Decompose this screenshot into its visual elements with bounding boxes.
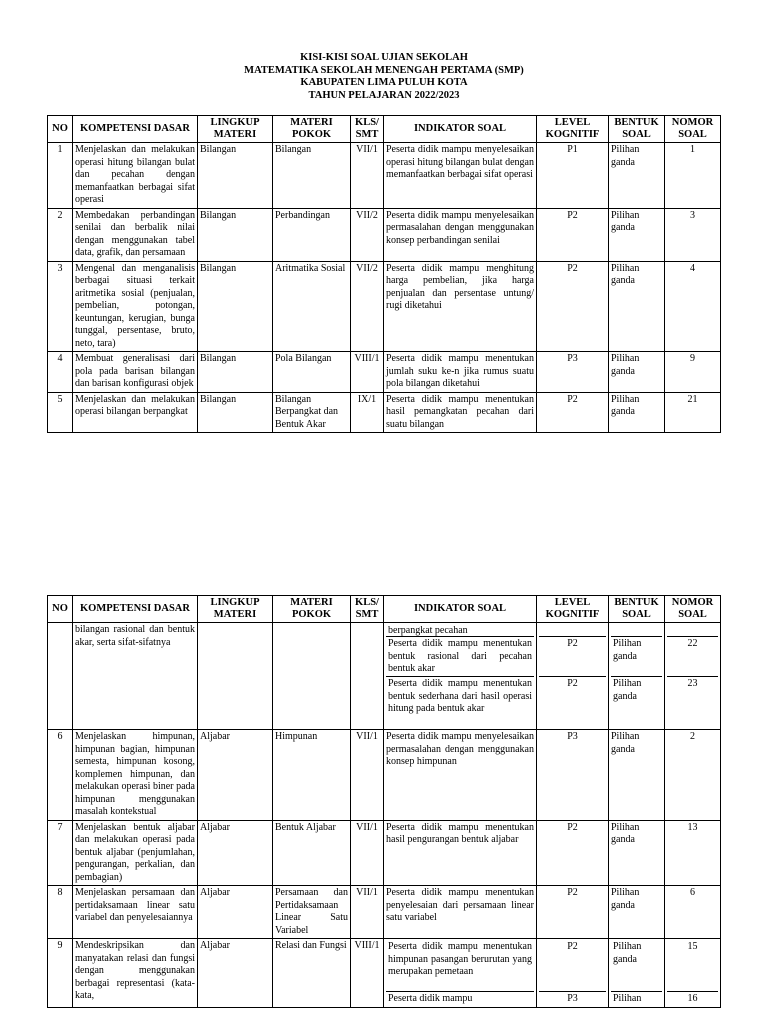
sub-level: P2 bbox=[539, 636, 606, 676]
cell-level-kognitif: P2 bbox=[537, 886, 609, 939]
sub-bentuk: Pilihan ganda bbox=[611, 676, 662, 728]
cell-kompetensi-dasar: Menjelaskan dan melakukan operasi bilangan berpangkat bbox=[73, 392, 198, 433]
cell-kls-smt: VII/1 bbox=[351, 820, 384, 886]
cell-bentuk-soal: Pilihan ganda bbox=[609, 730, 665, 821]
cell-kompetensi-dasar: Mengenal dan menganalisis berbagai situasi terkait aritmetika sosial (penjualan, pembelian, potongan, keuntungan, kerugian, bunga tunggal, persentase, bruto, neto, tara) bbox=[73, 261, 198, 352]
sub-level: P2 bbox=[539, 676, 606, 728]
cell-bentuk-soal: Pilihan ganda bbox=[609, 261, 665, 352]
cell-level-kognitif: P3 bbox=[537, 352, 609, 393]
sub-nomor: 16 bbox=[667, 991, 718, 1006]
header-bentuk-soal: BENTUK SOAL bbox=[609, 116, 665, 143]
sub-level bbox=[539, 624, 606, 636]
header-nomor-soal: NOMOR SOAL bbox=[665, 596, 721, 623]
table-row-continued bbox=[48, 623, 721, 730]
cell-kompetensi-dasar: Menjelaskan himpunan, himpunan bagian, himpunan semesta, himpunan kosong, komplemen himpunan, dan melakukan operasi biner pada himpunan menggunakan masalah kontekstual bbox=[73, 730, 198, 821]
cell-no bbox=[48, 623, 73, 730]
sub-bentuk bbox=[611, 624, 662, 636]
sub-level: P3 bbox=[539, 991, 606, 1006]
sub-nomor bbox=[667, 624, 718, 636]
cell-lingkup-materi: Aljabar bbox=[198, 886, 273, 939]
cell-bentuk-soal: Pilihan ganda bbox=[609, 820, 665, 886]
cell-indikator-soal: Peserta didik mampu menentukan hasil pengurangan bentuk aljabar bbox=[384, 820, 537, 886]
table-row bbox=[48, 730, 721, 821]
cell-indikator-soal: Peserta didik mampu menyelesaikan operasi hitung bilangan bulat dengan memanfaatkan berbagai sifat operasi bbox=[384, 143, 537, 209]
cell-kls-smt bbox=[351, 623, 384, 730]
cell-nomor-soal: 2 bbox=[665, 730, 721, 821]
header-indikator-soal: INDIKATOR SOAL bbox=[384, 596, 537, 623]
cell-level-kognitif: P2 bbox=[537, 392, 609, 433]
cell-nomor-soal: 21 bbox=[665, 392, 721, 433]
cell-nomor-soal: 3 bbox=[665, 208, 721, 261]
cell-indikator-soal bbox=[384, 939, 537, 1008]
cell-nomor-soal bbox=[665, 623, 721, 730]
cell-kls-smt: VII/1 bbox=[351, 730, 384, 821]
cell-nomor-soal: 1 bbox=[665, 143, 721, 209]
cell-lingkup-materi bbox=[198, 623, 273, 730]
cell-nomor-soal: 9 bbox=[665, 352, 721, 393]
kisi-kisi-table-page-2 bbox=[47, 595, 721, 1008]
header-no: NO bbox=[48, 596, 73, 623]
header-level-kognitif: LEVEL KOGNITIF bbox=[537, 116, 609, 143]
cell-kls-smt: VII/1 bbox=[351, 143, 384, 209]
sub-bentuk: Pilihan ganda bbox=[613, 941, 642, 965]
sub-indikator: Peserta didik mampu menentukan bentuk rasional dari pecahan bentuk akar bbox=[388, 638, 532, 674]
cell-kompetensi-dasar: Membedakan perbandingan senilai dan berbalik nilai dengan menggunakan tabel data, grafik, dan persamaan bbox=[73, 208, 198, 261]
cell-materi-pokok bbox=[273, 623, 351, 730]
table-row bbox=[48, 261, 721, 352]
cell-bentuk-soal: Pilihan ganda bbox=[609, 392, 665, 433]
cell-materi-pokok: Bilangan bbox=[273, 143, 351, 209]
sub-indikator: Peserta didik mampu bbox=[386, 991, 534, 1006]
cell-materi-pokok: Bilangan Berpangkat dan Bentuk Akar bbox=[273, 392, 351, 433]
table-row bbox=[48, 208, 721, 261]
cell-kls-smt: VII/2 bbox=[351, 261, 384, 352]
sub-nomor: 23 bbox=[667, 676, 718, 728]
cell-materi-pokok: Relasi dan Fungsi bbox=[273, 939, 351, 1008]
cell-lingkup-materi: Bilangan bbox=[198, 352, 273, 393]
document-title bbox=[0, 52, 768, 102]
table-row bbox=[48, 939, 721, 1008]
header-kls-smt: KLS/ SMT bbox=[351, 116, 384, 143]
table-row bbox=[48, 352, 721, 393]
cell-kompetensi-dasar: bilangan rasional dan bentuk akar, serta sifat-sifatnya bbox=[73, 623, 198, 730]
cell-level-kognitif: P1 bbox=[537, 143, 609, 209]
cell-indikator-soal bbox=[384, 623, 537, 730]
header-materi-pokok: MATERI POKOK bbox=[273, 596, 351, 623]
cell-kompetensi-dasar: Menjelaskan dan melakukan operasi hitung bilangan bulat dan pecahan dengan memanfaatkan berbagai sifat operasi bbox=[73, 143, 198, 209]
cell-level-kognitif: P3 bbox=[537, 730, 609, 821]
cell-lingkup-materi: Bilangan bbox=[198, 208, 273, 261]
header-lingkup-materi: LINGKUP MATERI bbox=[198, 116, 273, 143]
cell-level-kognitif bbox=[537, 939, 609, 1008]
cell-no: 6 bbox=[48, 730, 73, 821]
cell-materi-pokok: Himpunan bbox=[273, 730, 351, 821]
cell-kls-smt: IX/1 bbox=[351, 392, 384, 433]
header-row bbox=[48, 116, 721, 143]
cell-kompetensi-dasar: Mendeskripsikan dan manyatakan relasi dan fungsi dengan menggunakan berbagai representasi (kata-kata, bbox=[73, 939, 198, 1008]
cell-indikator-soal: Peserta didik mampu menyelesaikan permasalahan dengan menggunakan konsep perbandingan senilai bbox=[384, 208, 537, 261]
cell-no: 5 bbox=[48, 392, 73, 433]
sub-bentuk: Pilihan bbox=[611, 991, 662, 1006]
cell-lingkup-materi: Aljabar bbox=[198, 939, 273, 1008]
table-row bbox=[48, 886, 721, 939]
cell-kls-smt: VII/1 bbox=[351, 886, 384, 939]
cell-kls-smt: VIII/1 bbox=[351, 352, 384, 393]
sub-bentuk: Pilihan ganda bbox=[611, 636, 662, 676]
title-line: TAHUN PELAJARAN 2022/2023 bbox=[308, 89, 460, 101]
cell-bentuk-soal: Pilihan ganda bbox=[609, 143, 665, 209]
cell-no: 8 bbox=[48, 886, 73, 939]
sub-indikator: Peserta didik mampu menentukan himpunan pasangan berurutan yang merupakan pemetaan bbox=[388, 941, 532, 977]
cell-no: 9 bbox=[48, 939, 73, 1008]
sub-level: P2 bbox=[567, 941, 578, 952]
header-bentuk-soal: BENTUK SOAL bbox=[609, 596, 665, 623]
cell-level-kognitif: P2 bbox=[537, 208, 609, 261]
title-line: MATEMATIKA SEKOLAH MENENGAH PERTAMA (SMP) bbox=[244, 64, 524, 76]
cell-materi-pokok: Bentuk Aljabar bbox=[273, 820, 351, 886]
sub-nomor: 22 bbox=[667, 636, 718, 676]
cell-bentuk-soal bbox=[609, 623, 665, 730]
cell-indikator-soal: Peserta didik mampu menentukan jumlah suku ke-n jika rumus suatu pola bilangan diketahui bbox=[384, 352, 537, 393]
cell-kompetensi-dasar: Menjelaskan bentuk aljabar dan melakukan operasi pada bentuk aljabar (penjumlahan, pengurangan, perkalian, dan pembagian) bbox=[73, 820, 198, 886]
cell-nomor-soal bbox=[665, 939, 721, 1008]
cell-lingkup-materi: Bilangan bbox=[198, 261, 273, 352]
cell-indikator-soal: Peserta didik mampu menyelesaikan permasalahan dengan menggunakan konsep himpunan bbox=[384, 730, 537, 821]
cell-lingkup-materi: Aljabar bbox=[198, 820, 273, 886]
sub-indikator: berpangkat pecahan bbox=[388, 625, 468, 636]
cell-no: 7 bbox=[48, 820, 73, 886]
cell-kompetensi-dasar: Membuat generalisasi dari pola pada barisan bilangan dan barisan konfigurasi objek bbox=[73, 352, 198, 393]
cell-lingkup-materi: Bilangan bbox=[198, 392, 273, 433]
cell-level-kognitif bbox=[537, 623, 609, 730]
header-lingkup-materi: LINGKUP MATERI bbox=[198, 596, 273, 623]
cell-kls-smt: VIII/1 bbox=[351, 939, 384, 1008]
header-no: NO bbox=[48, 116, 73, 143]
table-row bbox=[48, 392, 721, 433]
sub-indikator: Peserta didik mampu menentukan bentuk sederhana dari hasil operasi hitung pada bentuk akar bbox=[386, 676, 534, 728]
cell-bentuk-soal: Pilihan ganda bbox=[609, 208, 665, 261]
cell-bentuk-soal: Pilihan ganda bbox=[609, 886, 665, 939]
cell-kompetensi-dasar: Menjelaskan persamaan dan pertidaksamaan linear satu variabel dan penyelesaiannya bbox=[73, 886, 198, 939]
header-kompetensi-dasar: KOMPETENSI DASAR bbox=[73, 116, 198, 143]
cell-bentuk-soal bbox=[609, 939, 665, 1008]
table-row bbox=[48, 143, 721, 209]
cell-no: 1 bbox=[48, 143, 73, 209]
header-indikator-soal: INDIKATOR SOAL bbox=[384, 116, 537, 143]
cell-nomor-soal: 13 bbox=[665, 820, 721, 886]
header-materi-pokok: MATERI POKOK bbox=[273, 116, 351, 143]
cell-bentuk-soal: Pilihan ganda bbox=[609, 352, 665, 393]
header-kls-smt: KLS/ SMT bbox=[351, 596, 384, 623]
cell-materi-pokok: Aritmatika Sosial bbox=[273, 261, 351, 352]
cell-nomor-soal: 4 bbox=[665, 261, 721, 352]
cell-indikator-soal: Peserta didik mampu menentukan hasil pemangkatan pecahan dari suatu bilangan bbox=[384, 392, 537, 433]
cell-nomor-soal: 6 bbox=[665, 886, 721, 939]
sub-nomor: 15 bbox=[687, 941, 698, 952]
cell-level-kognitif: P2 bbox=[537, 261, 609, 352]
cell-lingkup-materi: Aljabar bbox=[198, 730, 273, 821]
header-level-kognitif: LEVEL KOGNITIF bbox=[537, 596, 609, 623]
title-line: KABUPATEN LIMA PULUH KOTA bbox=[300, 77, 468, 88]
cell-lingkup-materi: Bilangan bbox=[198, 143, 273, 209]
kisi-kisi-table-page-1 bbox=[47, 115, 721, 433]
cell-level-kognitif: P2 bbox=[537, 820, 609, 886]
cell-materi-pokok: Pola Bilangan bbox=[273, 352, 351, 393]
cell-no: 3 bbox=[48, 261, 73, 352]
cell-no: 2 bbox=[48, 208, 73, 261]
cell-materi-pokok: Persamaan dan Pertidaksamaan Linear Satu Variabel bbox=[273, 886, 351, 939]
cell-no: 4 bbox=[48, 352, 73, 393]
header-kompetensi-dasar: KOMPETENSI DASAR bbox=[73, 596, 198, 623]
cell-kls-smt: VII/2 bbox=[351, 208, 384, 261]
cell-indikator-soal: Peserta didik mampu menghitung harga pembelian, jika harga penjualan dan persentase untung/ rugi diketahui bbox=[384, 261, 537, 352]
table-row bbox=[48, 820, 721, 886]
cell-materi-pokok: Perbandingan bbox=[273, 208, 351, 261]
title-line: KISI-KISI SOAL UJIAN SEKOLAH bbox=[300, 52, 468, 63]
cell-indikator-soal: Peserta didik mampu menentukan penyelesaian dari persamaan linear satu variabel bbox=[384, 886, 537, 939]
header-row bbox=[48, 596, 721, 623]
header-nomor-soal: NOMOR SOAL bbox=[665, 116, 721, 143]
